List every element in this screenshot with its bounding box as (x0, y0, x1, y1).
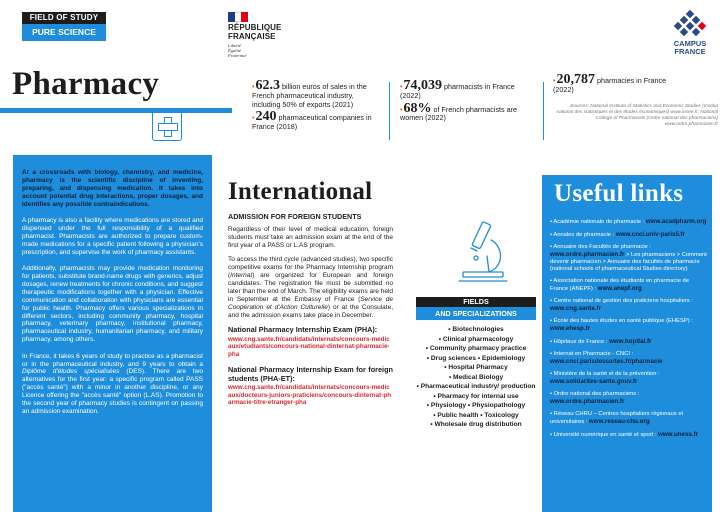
list-item: • Wholesale drug distribution (410, 420, 542, 430)
list-item: • Drug sciences • Epidemiology (410, 354, 542, 364)
link[interactable]: www.uness.fr (658, 430, 699, 438)
list-item: • Medical Biology (410, 373, 542, 383)
list-item: • Physiology • Physiopathology (410, 401, 542, 411)
stats-column-2 (398, 78, 536, 123)
stat-sales: •62.3 billion euros of sales in the French pharmaceutical industry, including 50% of exports (2021) (252, 78, 367, 109)
intro-lead-paragraph: At a crossroads with biology, chemistry, and medicine, pharmacy is the scientific discipline of inventing, preparing, and dispensing medication. It takes into account potential drug interactions, proper dosages, and identifies any possible contraindications. (22, 169, 203, 208)
useful-links-list (550, 218, 708, 444)
list-item: • Biotechnologies (410, 325, 542, 335)
list-item: • Pharmaceutical industry/ production (410, 382, 542, 392)
list-item: • Hôpitaux de France : www.hopital.fr (550, 338, 708, 346)
link[interactable]: www.acadpharm.org (645, 218, 707, 225)
list-item: • Internat en Pharmacie - CNCI : www.cnci.parisdescartes.fr/pharmacie (550, 351, 708, 366)
title-underline (0, 108, 232, 113)
field-of-study-label: FIELD OF STUDY (22, 12, 106, 24)
link[interactable]: www.cnci.univ-paris5.fr (615, 230, 686, 238)
rf-logo-line1: RÉPUBLIQUE (228, 23, 282, 32)
list-item: • Public health • Toxicology (410, 411, 542, 421)
list-item: • Annuaire des Facultés de pharmacie : www.ordre.pharmacien.fr > Les pharmaciens > Comment devenir pharmacien > Annuaire des facultés de pharmacie (national schools of pharmaceutical Studies directory) (550, 244, 708, 274)
rf-motto-3: Fraternité (228, 53, 247, 58)
list-item: • Association nationale des étudiants en pharmacie de France (ANEPF) : www.anepf.org (550, 278, 708, 293)
campus-france-line1: CAMPUS (673, 39, 707, 48)
list-item: • Annales de pharmacie : www.cnci.univ-paris5.fr (550, 231, 708, 239)
exam-pha-et-heading: National Pharmacy Internship Exam for foreign students (PHA-ET): (228, 365, 393, 383)
exam-pha-et-link[interactable]: www.cng.sante.fr/candidats/internats/concours-medicaux/docteurs-juniors-praticiens/concours-dinternat-pharmacie-titre-etranger-pha (228, 384, 392, 407)
link[interactable]: www.ordre.pharmacien.fr (550, 250, 625, 258)
fields-subheading: AND SPECIALIZATIONS (416, 307, 536, 320)
list-item: • Réseau CHRU – Centres hospitaliers régionaux et universitaires : www.reseau-chu.org (550, 411, 708, 426)
link[interactable]: www.ehesp.fr (550, 325, 590, 333)
intro-paragraph-3: In France, it takes 6 years of study to practice as a pharmacist or in the pharmaceutical industry, and 9 years to obtain a Diplôme d'études spécialisées (DES). There are two alternatives for the first year: a specific program called PASS ("accès santé") with a minor in another discipline, or any Licence offering the "accès santé" option (L.AS). Promotion to the second year of pharmacy studies is contingent on passing an admission examination. (22, 352, 203, 415)
rf-motto-1: Liberté (228, 43, 241, 48)
list-item: • Université numérique en santé et sport : www.uness.fr (550, 431, 708, 439)
international-paragraph-2: To access the third cycle (advanced studies), two specific competitive exams for the Pharmacy Internship program (Internat) are organized for European and foreign candidates. The registration file must be submitted no later than the end of March. The eligibility exams are held in September at the Embassy of France (Service de Coopération et d'Action Culturelle) or at the Consulate, and the admission exams take place in December. (228, 256, 393, 319)
stat-number: 20,787 (556, 72, 596, 87)
stat-text: pharmacists in France (2022) (400, 82, 515, 100)
link[interactable]: www.ordre.pharmacien.fr (550, 398, 625, 405)
stat-text: pharmacies in France (2022) (553, 76, 667, 94)
list-item: • Académie nationale de pharmacie : www.acadpharm.org (550, 218, 708, 226)
useful-links-title: Useful links (554, 180, 684, 207)
list-item: • Ministère de la santé et de la prévention : www.solidarites-sante.gouv.fr (550, 371, 708, 386)
international-body (228, 226, 393, 415)
link[interactable]: www.cnci.parisdescartes.fr/pharmacie (550, 358, 663, 365)
list-item: • Pharmacy for internal use (410, 392, 542, 402)
link[interactable]: www.hopital.fr (609, 338, 652, 345)
republique-francaise-logo (228, 12, 288, 58)
stat-text: billion euros of sales in the French pharmaceutical industry, including 50% of exports (2021) (252, 82, 367, 109)
stats-source: Sources: National Institute of Statistics and Economic Studies (Institut national des statistiques et des études économiques) www.insee.fr; National College of Pharmacists (Ordre national des pharmaciens) www.ordre.pharmacien.fr (556, 104, 718, 127)
stat-pharmacies: •20,787 pharmacies in France (2022) (553, 72, 667, 94)
list-item: • Community pharmacy practice (410, 344, 542, 354)
french-flag-icon (228, 12, 248, 22)
link[interactable]: www.cng.sante.fr (550, 305, 601, 313)
stat-text: of French pharmacists are women (2022) (400, 104, 518, 123)
rf-motto-2: Égalité (228, 48, 241, 53)
page-title: Pharmacy (12, 66, 160, 102)
international-paragraph-1: Regardless of their level of medical education, foreign students must take an admission exam at the end of the first year of a PASS or L.AS program. (228, 226, 393, 249)
stat-text: pharmaceutical companies in France (2018) (252, 113, 372, 132)
link[interactable]: www.anepf.org (597, 285, 642, 293)
exam-pha-heading: National Pharmacy Internship Exam (PHA): (228, 325, 378, 334)
exam-pha-link[interactable]: www.cng.sante.fr/candidats/internats/concours-medicaux/etudiants/concours-national-dinternat-pharmacie-pha (228, 335, 390, 358)
stat-pharmacists: •74,039 pharmacists in France (2022) (400, 78, 515, 100)
intro-paragraph-1: A pharmacy is also a facility where medications are stored and dispensed under the full responsibility of a qualified pharmacist. Pharmacists are authorized to prepare custom-made medications for a specific patient following a physician's prescription, and supervise the work of pharmacy assistants. (22, 217, 203, 256)
campus-france-line2: FRANCE (674, 47, 706, 56)
international-subtitle: ADMISSION FOR FOREIGN STUDENTS (228, 212, 362, 221)
stats-column-1 (250, 78, 380, 132)
list-item: • Centre national de gestion des praticiens hospitaliers : www.cng.sante.fr (550, 298, 708, 313)
campus-france-logo (662, 10, 718, 56)
list-item: • Hospital Pharmacy (410, 363, 542, 373)
stat-number: 240 (255, 109, 277, 125)
list-item: • Ordre national des pharmaciens : www.ordre.pharmacien.fr (550, 391, 708, 406)
fields-heading: FIELDS (416, 297, 536, 307)
stats-divider-1 (389, 82, 390, 140)
microscope-icon (453, 218, 513, 286)
list-item: • École des hautes études en santé publique (EHESP) : www.ehesp.fr (550, 318, 708, 333)
stats-divider-2 (543, 82, 544, 140)
useful-links-panel (542, 175, 712, 512)
stat-women: •68% of French pharmacists are women (2022) (400, 100, 518, 123)
stat-companies: •240 pharmaceutical companies in France (2018) (252, 109, 372, 132)
stats-column-3 (551, 72, 669, 95)
field-of-study-value: PURE SCIENCE (22, 24, 106, 41)
stat-number: 74,039 (403, 78, 443, 93)
pharmacy-cross-icon (152, 111, 182, 141)
intro-panel (13, 155, 212, 512)
stat-number: 62.3 (255, 78, 281, 93)
link[interactable]: www.reseau-chu.org (588, 418, 650, 425)
intro-paragraph-2: Additionally, pharmacists may provide medication monitoring for patients, substitute brand-name drugs with generics, adjust dosages, renew treatments for chronic conditions, and suggest therapeutic modifications together with a physician. Effective communication and collaboration with physicians are essential for public health. Pharmacy offers various specializations in different sectors, including community pharmacy, hospital pharmacy, veterinary pharmacy, institutional pharmacy, pharmaceutical industry, humanitarian pharmacy, and military pharmacy, among others. (22, 265, 203, 344)
stat-number: 68% (403, 100, 432, 116)
campus-france-diamonds-icon (670, 10, 710, 38)
list-item: • Clinical pharmacology (410, 335, 542, 345)
link[interactable]: www.solidarites-sante.gouv.fr (550, 378, 638, 385)
fields-list (410, 325, 542, 430)
international-title: International (228, 178, 373, 205)
rf-logo-line2: FRANÇAISE (228, 31, 276, 41)
